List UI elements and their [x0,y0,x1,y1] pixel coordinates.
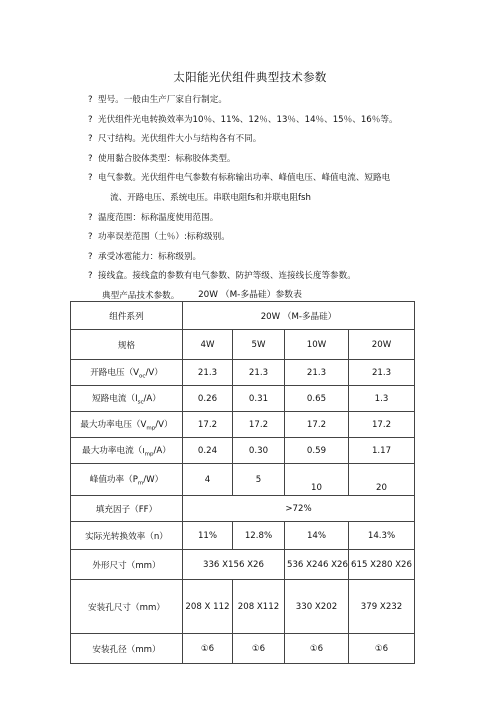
row-label: 开路电压$(V_{oc}/V)$ [71,360,183,386]
table-cell: 5 [233,464,285,496]
row-label: 短路电流$(I_{sc}/A)$ [71,386,183,412]
table-cell: 14.3% [349,522,415,550]
list-item [88,267,488,287]
table-row [71,412,415,438]
table-cell: 10 [285,464,349,496]
row-label: 最大功率电流$(ı_{mp}/A)$ [71,438,183,464]
table-cell: 17.2 [233,412,285,438]
table-cell: 379 X232 [349,580,415,634]
table-cell: ①6 [233,634,285,664]
list-item-text: 功率误差范围（土％）:标称级别。 [98,232,230,243]
list-item [88,150,488,170]
table-row [71,438,415,464]
table-cell: 0.59 [285,438,349,464]
table-cell: 0.30 [233,438,285,464]
list-item-text: 温度范围：标称温度使用范围。 [98,212,219,223]
row-label: 安装孔径（mm） [71,634,183,664]
list-item-text: 接线盒。接线盒的参数有电气参数、防护等级、连接线长度等参数。 [98,271,356,282]
merged-cell: >72% [183,496,415,522]
table-row [71,496,415,522]
row-label: 最大功率电压$(V_{mp}/V)$ [71,412,183,438]
bullet-mark: ? [88,153,93,164]
table-cell: 17.2 [349,412,415,438]
table-cell: 11% [183,522,233,550]
table-cell: 1.17 [349,438,415,464]
list-item [88,248,488,268]
row-label: 填充因子（FF） [71,496,183,522]
parameter-list [88,91,488,307]
table-cell: ①6 [285,634,349,664]
list-item [88,228,488,248]
table-cell: 1.3 [349,386,415,412]
table-row [71,550,415,580]
list-item [88,111,488,131]
row-label: 组件系列 [71,302,183,330]
bullet-mark: ? [88,173,93,184]
table-cell: ①6 [349,634,415,664]
table-cell: 14% [285,522,349,550]
table-cell: 20 [349,464,415,496]
table-cell: 208 X 112 [183,580,233,634]
list-item [88,169,488,189]
table-caption: 20W （M-多晶硅）参数表 [198,290,302,300]
table-cell: 17.2 [183,412,233,438]
list-item-text: 使用黏合胶体类型：标称胶体类型。 [98,153,236,164]
table-cell: 21.3 [285,360,349,386]
table-cell: 615 X280 X26 [349,550,415,580]
table-cell: ①6 [183,634,233,664]
table-cell: 0.26 [183,386,233,412]
list-item [88,130,488,150]
bullet-mark: ? [88,95,93,105]
list-item [88,91,488,111]
bullet-mark: ? [88,232,93,243]
bullet-mark: ? [88,271,93,282]
row-label: 规格 [71,330,183,360]
list-item-text: 型号。一般由生产厂家自行制定。 [98,95,227,105]
table-cell: 0.65 [285,386,349,412]
table-cell: 5W [233,330,285,360]
document-title: 太阳能光伏组件典型技术参数 [173,70,327,84]
row-label: 安装孔尺寸（mm） [71,580,183,634]
table-row [71,386,415,412]
table-cell: 330 X202 [285,580,349,634]
table-cell: 21.3 [233,360,285,386]
table-cell: 0.24 [183,438,233,464]
table-cell: 336 X156 X26 [183,550,285,580]
table-row [71,330,415,360]
list-item-text: 尺寸结构。光伏组件大小与结构各有不同。 [98,134,262,145]
table-cell: 10W [285,330,349,360]
table-cell: 0.31 [233,386,285,412]
bullet-mark: ? [88,212,93,223]
series-value: 20W （M-多晶硅） [183,302,415,330]
list-item [88,209,488,229]
table-cell: 208 X112 [233,580,285,634]
table-cell: 12.8% [233,522,285,550]
list-item-text: 流、开路电压、系统电压。串联电阻fs和并联电阻fsh [110,192,311,203]
list-item-text: 承受冰雹能力：标称级别。 [98,251,202,262]
list-item-continuation [88,189,488,209]
table-cell: 4 [183,464,233,496]
row-label: 峰值功率$(P_m/W)$ [71,464,183,496]
row-label: 实际光转换效率（n） [71,522,183,550]
bullet-mark: ? [88,114,93,125]
row-label: 外形尺寸（mm） [71,550,183,580]
list-item-text: 电气参数。光伏组件电气参数有标称输出功率、峰值电压、峰值电流、短路电 [98,173,391,184]
table-cell: 20W [349,330,415,360]
table-row [71,580,415,634]
table-row [71,302,415,330]
list-item-text: 光伏组件光电转换效率为10％、11%、12％、13％、14％、15％、16％等。 [98,114,398,125]
table-cell: 21.3 [183,360,233,386]
table-cell: 17.2 [285,412,349,438]
table-cell: 4W [183,330,233,360]
table-row [71,634,415,664]
spec-table [70,301,415,664]
table-cell: 21.3 [349,360,415,386]
section-intro-text: 典型产品技术参数。 [102,290,180,301]
table-cell: 536 X246 X26 [285,550,349,580]
bullet-mark: ? [88,134,93,145]
table-row [71,522,415,550]
bullet-mark: ? [88,251,93,262]
table-row [71,464,415,496]
table-row [71,360,415,386]
